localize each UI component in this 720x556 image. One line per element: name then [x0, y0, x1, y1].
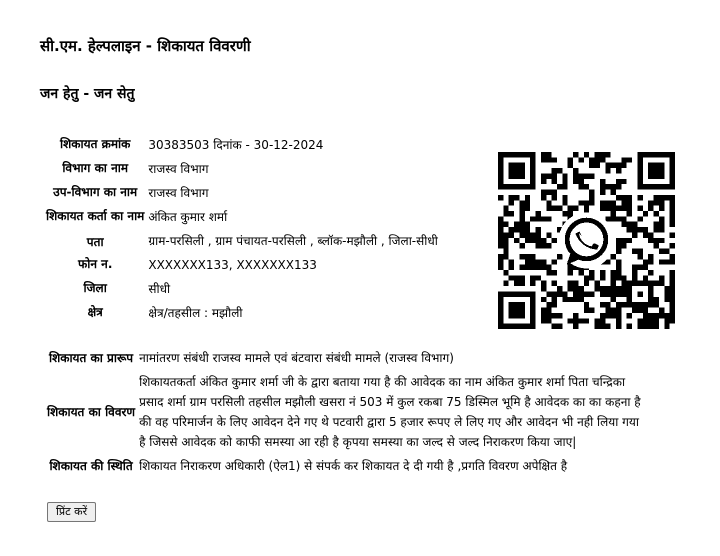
details-label: शिकायत का विवरण	[47, 405, 136, 419]
info-label: उप-विभाग का नाम	[53, 185, 138, 199]
print-button[interactable]: प्रिंट करें	[47, 502, 96, 522]
info-value: 30383503 दिनांक - 30-12-2024	[148, 138, 324, 152]
info-label: फोन न.	[77, 257, 113, 271]
info-value: अंकित कुमार शर्मा	[148, 210, 228, 224]
qr-code	[498, 152, 675, 329]
info-value: सीधी	[148, 282, 171, 296]
complaint-info-table	[44, 133, 464, 325]
info-row-complaint-number	[44, 133, 464, 157]
info-label: जिला	[83, 281, 107, 295]
info-value: XXXXXXX133, XXXXXXX133	[148, 258, 317, 272]
details-value: नामांतरण संबंधी राजस्व मामले एवं बंटवारा संबंधी मामले (राजस्व विभाग)	[139, 351, 454, 365]
details-row-format	[45, 346, 646, 370]
details-row-description	[45, 370, 646, 454]
info-label: विभाग का नाम	[62, 161, 129, 175]
info-value: ग्राम-परसिली , ग्राम पंचायत-परसिली , ब्लॉक-मझौली , जिला-सीधी	[148, 234, 438, 248]
info-value: क्षेत्र/तहसील : मझौली	[148, 306, 243, 320]
info-row-address	[44, 229, 464, 253]
info-row-area	[44, 301, 464, 325]
page-title: सी.एम. हेल्पलाइन - शिकायत विवरणी	[40, 37, 251, 55]
info-value: राजस्व विभाग	[148, 186, 209, 200]
info-row-sub-department	[44, 181, 464, 205]
info-label: क्षेत्र	[87, 305, 103, 319]
info-value: राजस्व विभाग	[148, 162, 209, 176]
complaint-details-table	[45, 346, 646, 478]
details-label: शिकायत का प्रारूप	[48, 351, 134, 365]
whatsapp-icon	[559, 213, 615, 269]
page-subtitle: जन हेतु - जन सेतु	[40, 86, 135, 102]
info-label: पता	[86, 234, 104, 249]
details-value: शिकायत निराकरण अधिकारी (ऐल1) से संपर्क कर शिकायत दे दी गयी है ,प्रगति विवरण अपेक्षित है	[139, 459, 568, 473]
info-label: शिकायत कर्ता का नाम	[46, 209, 145, 223]
info-row-complainant-name	[44, 205, 464, 229]
info-row-phone	[44, 253, 464, 277]
info-row-district	[44, 277, 464, 301]
info-row-department	[44, 157, 464, 181]
details-row-status	[45, 454, 646, 478]
info-label: शिकायत क्रमांक	[60, 137, 131, 151]
details-value: शिकायतकर्ता अंकित कुमार शर्मा जी के द्वारा बताया गया है की आवेदक का नाम अंकित कुमार शर्मा पिता चन्द्रिका प्रसाद शर्मा ग्राम परसिली तहसील मझौली खसरा नं 503 में कुल रकबा 75 डिस्मिल भूमि है आवेदक का का कहना है की वह परिमार्जन के लिए आवेदन देने गए थे पटवारी द्वारा 5 हजार रूपए ले लिए गए और आवेदन भी नही लिया गया है जिससे आवेदक को काफी समस्या आ रही है कृपया समस्या का जल्द से जल्द निराकरण किया जाए|	[139, 375, 641, 449]
details-label: शिकायत की स्थिति	[49, 459, 133, 473]
